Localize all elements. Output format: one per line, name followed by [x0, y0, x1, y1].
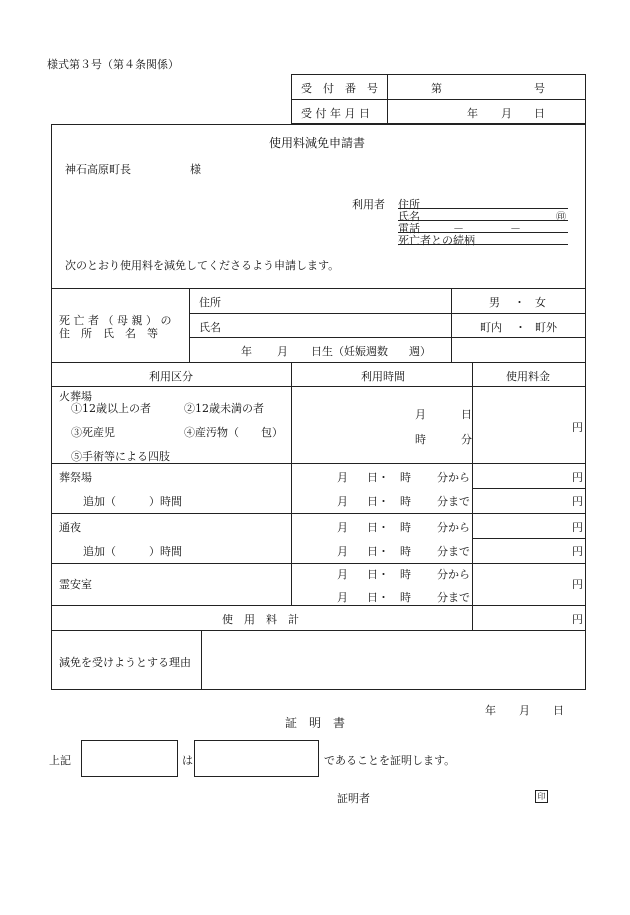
header-category: 利用区分 — [149, 370, 193, 383]
in-town[interactable]: 町内 — [480, 321, 502, 334]
wake-until-day-hour: 日・ 時 — [367, 545, 411, 558]
cremation-yen: 円 — [572, 421, 583, 434]
cremation-option-3[interactable]: ③死産児 — [71, 426, 115, 439]
deceased-label-line1: 死 亡 者 （ 母 親 ） の — [59, 314, 172, 327]
cremation-minute: 分 — [461, 433, 472, 446]
wake-yen-1: 円 — [572, 521, 583, 534]
wake-from-day-hour: 日・ 時 — [367, 521, 411, 534]
cremation-option-2[interactable]: ②12歳未満の者 — [184, 402, 264, 415]
user-label: 利用者 — [352, 198, 385, 211]
user-name-label[interactable]: 氏名 — [398, 210, 420, 223]
phone-dash-2: － — [510, 222, 521, 235]
honorific: 様 — [190, 163, 201, 176]
funeral-from-min: 分から — [437, 471, 470, 484]
reason-field[interactable] — [202, 631, 585, 689]
gender-female[interactable]: 女 — [535, 296, 546, 309]
birth-week: 週） — [409, 345, 431, 358]
mortuary-until-min: 分まで — [437, 591, 470, 604]
funeral-until-min: 分まで — [437, 495, 470, 508]
header-time: 利用時間 — [361, 370, 405, 383]
certificate-title: 証 明 書 — [285, 716, 346, 730]
cert-statement: であることを証明します。 — [324, 754, 456, 767]
reception-number-label: 受 付 番 号 — [301, 82, 378, 95]
funeral-hall-additional[interactable]: 追加（ ）時間 — [83, 495, 182, 508]
funeral-yen-1: 円 — [572, 471, 583, 484]
reception-number-prefix: 第 — [431, 82, 442, 95]
cert-box-subject[interactable] — [81, 740, 178, 777]
wake-from-month: 月 — [337, 521, 348, 534]
reception-date-year: 年 — [467, 107, 478, 120]
mortuary-yen: 円 — [572, 578, 583, 591]
birth-year: 年 — [241, 345, 252, 358]
deceased-address-label[interactable]: 住所 — [199, 296, 221, 309]
reason-label: 減免を受けようとする理由 — [59, 656, 191, 669]
funeral-from-month: 月 — [337, 471, 348, 484]
user-address-label[interactable]: 住所 — [398, 198, 420, 211]
application-title: 使用料減免申請書 — [269, 136, 366, 150]
wake-yen-2: 円 — [572, 545, 583, 558]
wake-until-min: 分まで — [437, 545, 470, 558]
cremation-month: 月 — [415, 408, 426, 421]
certifier-seal: 印 — [535, 790, 548, 803]
birth-day-weeks: 日生（妊娠週数 — [311, 345, 388, 358]
town-dot: ・ — [515, 321, 526, 334]
cremation-label: 火葬場 — [59, 390, 92, 403]
gender-dot: ・ — [514, 296, 525, 309]
mortuary-until-day-hour: 日・ 時 — [367, 591, 411, 604]
gender-male[interactable]: 男 — [489, 296, 500, 309]
mortuary-from-min: 分から — [437, 568, 470, 581]
deceased-label-line2: 住 所 氏 名 等 — [59, 327, 158, 340]
funeral-yen-2: 円 — [572, 495, 583, 508]
total-label: 使 用 料 計 — [222, 613, 299, 626]
mortuary-label: 霊安室 — [59, 578, 92, 591]
mortuary-from-month: 月 — [337, 568, 348, 581]
mortuary-from-day-hour: 日・ 時 — [367, 568, 411, 581]
cert-wa-label: は — [182, 754, 193, 767]
mortuary-until-month: 月 — [337, 591, 348, 604]
deceased-name-label[interactable]: 氏名 — [199, 321, 221, 334]
cert-box-status[interactable] — [194, 740, 319, 777]
birth-month: 月 — [277, 345, 288, 358]
addressee: 神石高原町長 — [65, 163, 131, 176]
phone-dash-1: － — [453, 222, 464, 235]
seal-mark: ㊞ — [556, 212, 566, 223]
request-text: 次のとおり使用料を減免してくださるよう申請します。 — [65, 259, 340, 272]
user-phone-label[interactable]: 電話 — [398, 222, 420, 235]
funeral-hall-label: 葬祭場 — [59, 471, 92, 484]
certifier-label: 証明者 — [337, 792, 370, 805]
wake-from-min: 分から — [437, 521, 470, 534]
relation-label[interactable]: 死亡者との続柄 — [398, 234, 475, 247]
cremation-option-4[interactable]: ④産汚物（ 包） — [184, 426, 283, 439]
cremation-option-5[interactable]: ⑤手術等による四肢 — [71, 450, 170, 463]
cert-date-year: 年 — [485, 704, 496, 717]
total-yen: 円 — [572, 613, 583, 626]
form-number: 様式第３号（第４条関係） — [47, 58, 179, 71]
reception-date-label: 受 付 年 月 日 — [301, 107, 370, 120]
cremation-option-1[interactable]: ①12歳以上の者 — [71, 402, 151, 415]
reception-date-day: 日 — [534, 107, 545, 120]
cert-above-label: 上記 — [49, 754, 71, 767]
wake-until-month: 月 — [337, 545, 348, 558]
cert-date-month: 月 — [519, 704, 530, 717]
wake-additional[interactable]: 追加（ ）時間 — [83, 545, 182, 558]
cremation-hour: 時 — [415, 433, 426, 446]
funeral-until-month: 月 — [337, 495, 348, 508]
out-town[interactable]: 町外 — [535, 321, 557, 334]
funeral-until-day-hour: 日・ 時 — [367, 495, 411, 508]
header-fee: 使用料金 — [506, 370, 550, 383]
wake-label: 通夜 — [59, 521, 81, 534]
cremation-day: 日 — [461, 408, 472, 421]
cert-date-day: 日 — [553, 704, 564, 717]
reception-date-month: 月 — [501, 107, 512, 120]
funeral-from-day-hour: 日・ 時 — [367, 471, 411, 484]
reception-number-suffix: 号 — [534, 82, 545, 95]
